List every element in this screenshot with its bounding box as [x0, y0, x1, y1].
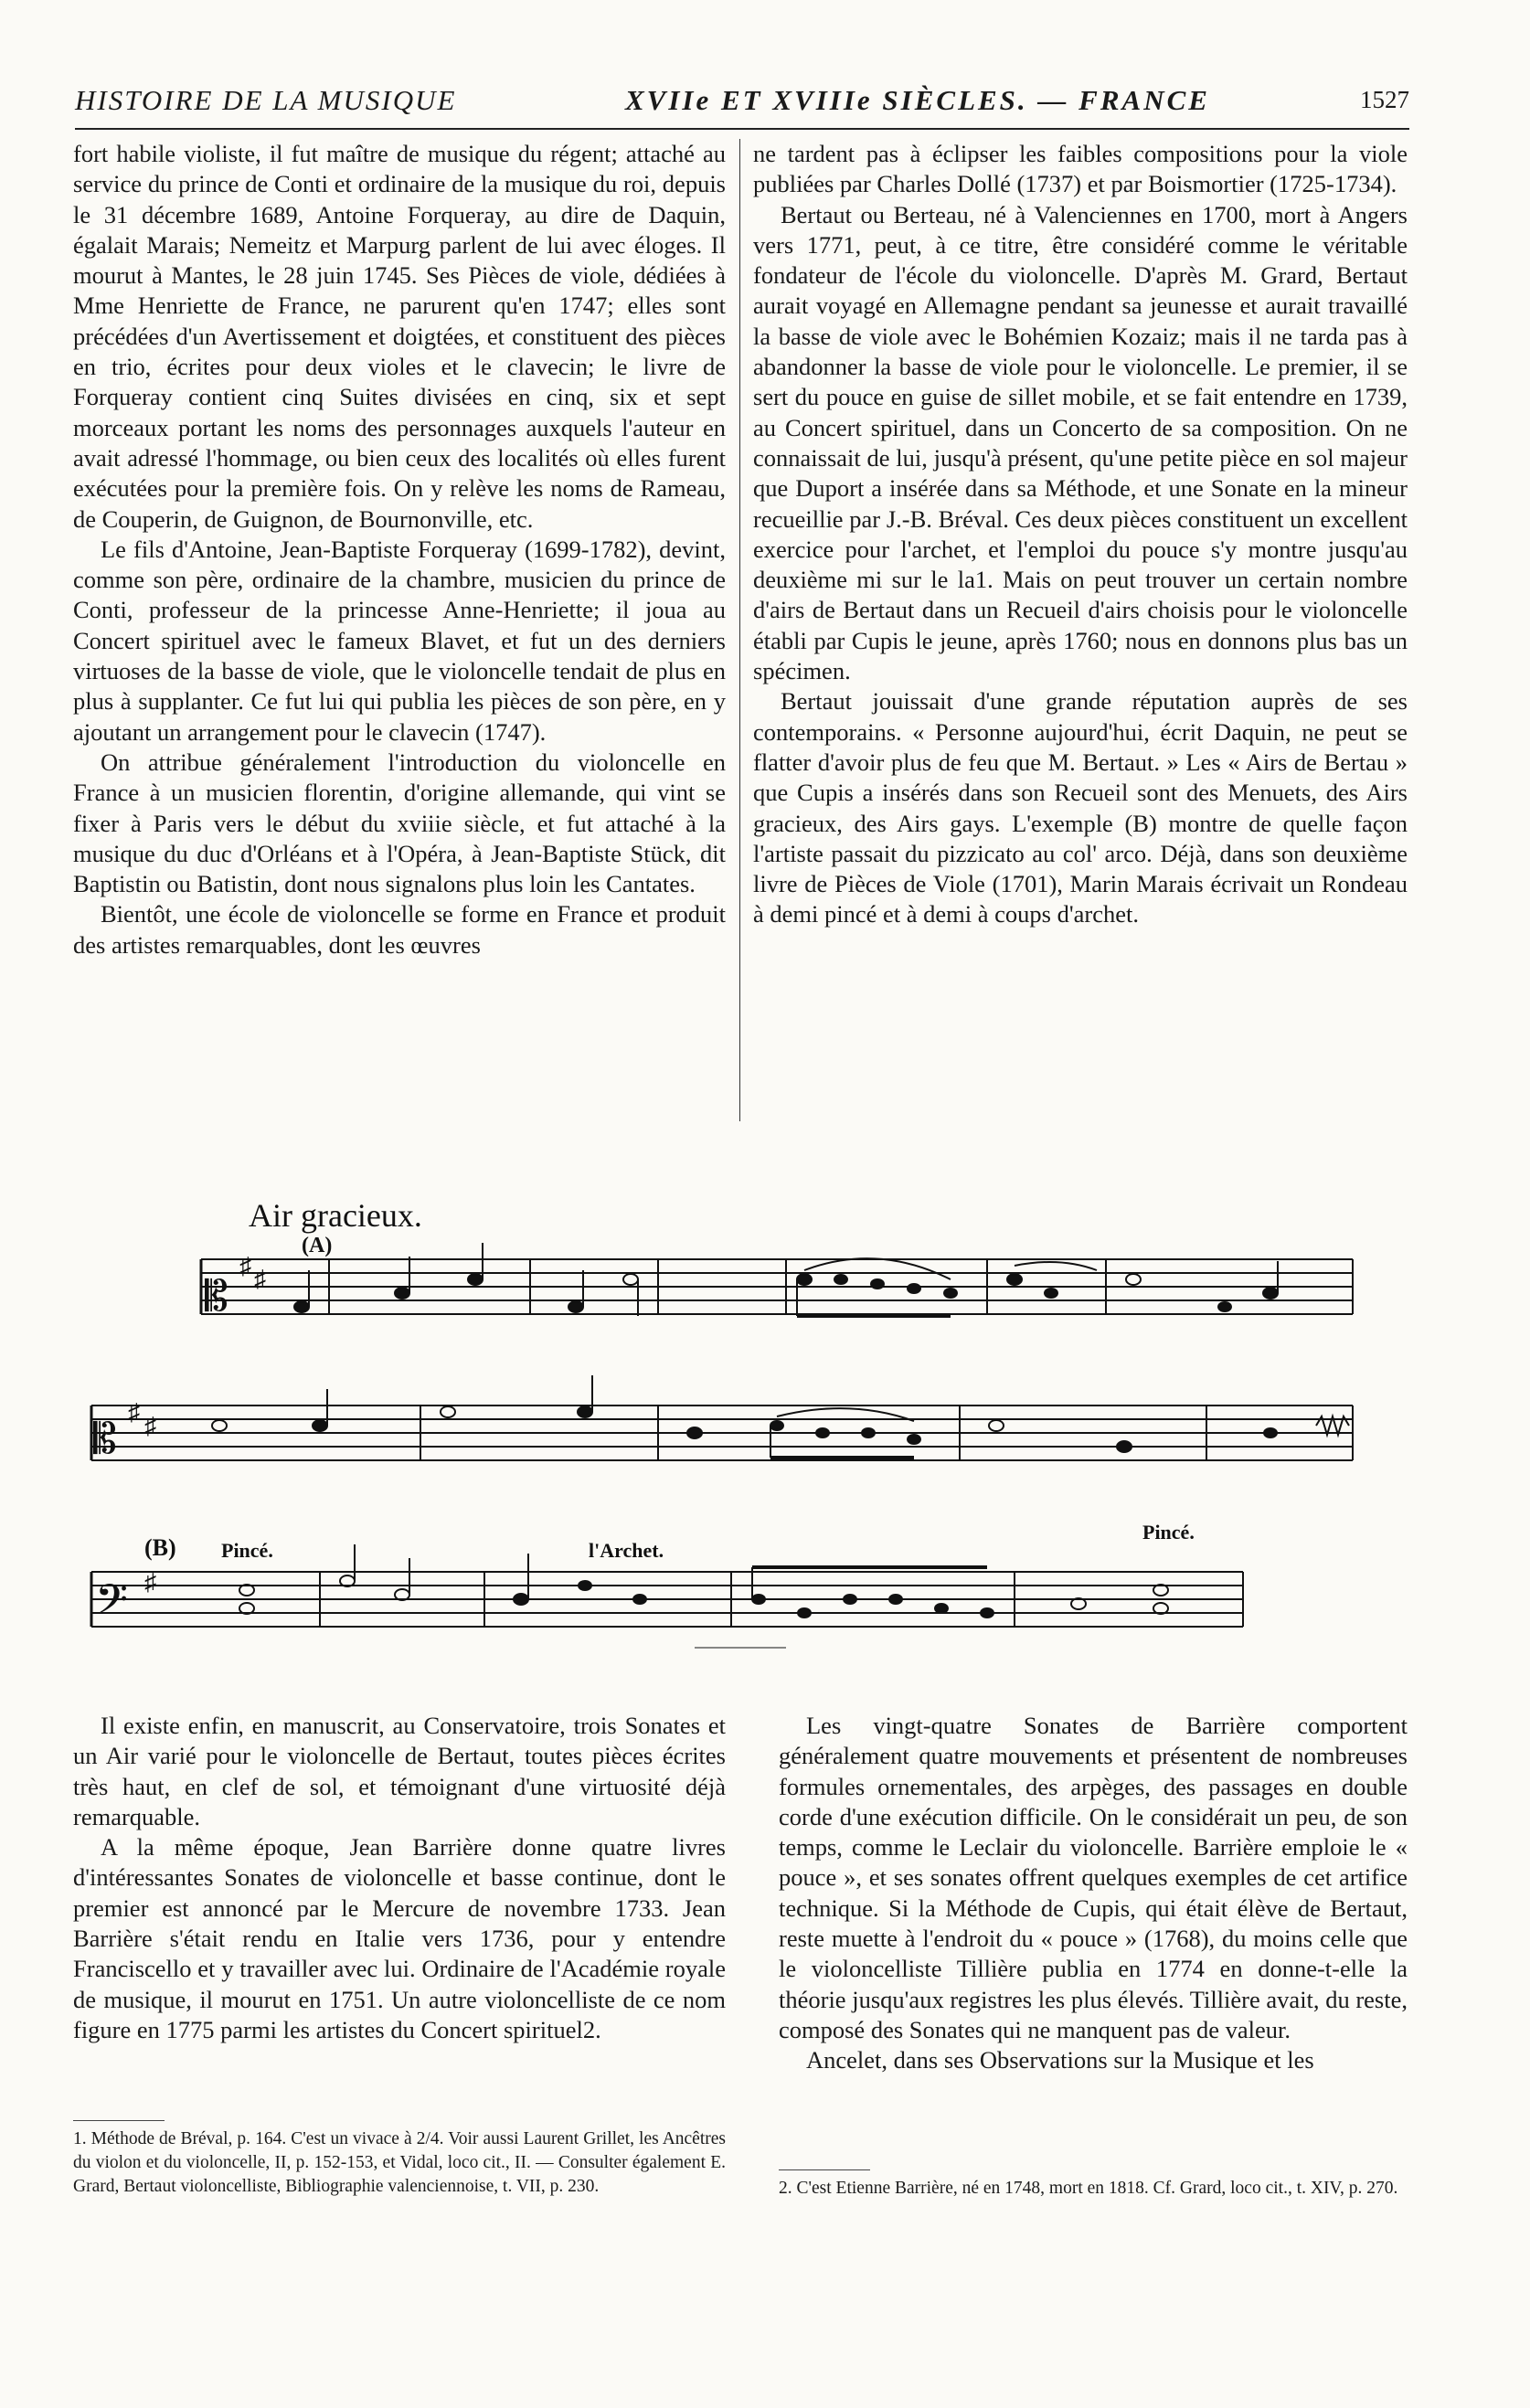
paragraph: Ancelet, dans ses Observations sur la Musique et les [806, 2046, 1314, 2074]
svg-text:♯: ♯ [254, 1266, 266, 1292]
text-column-top-right [753, 139, 1408, 930]
paragraph: fort habile violiste, il fut maître de musique du régent; attaché au service du prince de Conti et ordinaire de la musique du roi, depuis le 31 décembre 1689, Antoine Forqueray, au dire de Daquin, égalait Marais; Nemeitz et Marpurg parlent de lui avec éloges. Il mourut à Mantes, le 28 juin 1745. Ses Pièces de viole, dédiées à Mme Henriette de France, ne parurent qu'en 1747; elles sont précédées d'un Avertissement et doigtées, et constituent des pièces en trio, écrites pour deux violes et le clavecin; le livre de Forqueray contient cinq Suites divisées en cinq, six et sept morceaux portant les noms des personnages auxquels l'auteur en avait adressé l'hommage, ou bien ceux des localités où elles furent exécutées pour la première fois. On y relève les noms de Rameau, de Couperin, de Guignon, de Bournonville, etc. [73, 140, 726, 533]
staff-3 [91, 1572, 1243, 1627]
music-archet: l'Archet. [589, 1539, 664, 1562]
paragraph: On attribue généralement l'introduction du violoncelle en France à un musicien florentin, d'origine allemande, qui vint se fixer à Paris vers le début du xviiie siècle, et fut attaché à la musique du duc d'Orléans et à l'Opéra, à Jean-Baptiste Stück, dit Baptistin ou Batistin, dont nous signalons plus loin les Cantates. [73, 748, 726, 898]
paragraph: Bertaut ou Berteau, né à Valenciennes en 1700, mort à Angers vers 1771, peut, à ce titre, être considéré comme le véritable fondateur de l'école du violoncelle. D'après M. Grard, Bertaut aurait voyagé en Allemagne pendant sa jeunesse et aurait travaillé la basse de viole avec le Bohémien Kozaiz; mais il ne tarda pas à abandonner la basse de viole pour le violoncelle. Le premier, il se sert du pouce en guise de sillet mobile, et se fait entendre en 1739, au Concert spirituel, dans un Concerto de sa composition. On ne connaissait de lui, jusqu'à présent, qu'une petite pièce en sol majeur que Duport a insérée dans sa Méthode, et une Sonate en la mineur recueillie par J.-B. Bréval. Ces deux pièces constituent un excellent exercice pour l'archet, et l'emploi du pouce s'y montre jusqu'au deuxième mi sur le la1. Mais on peut trouver un certain nombre d'airs de Bertaut dans un Recueil d'airs choisis pour le violoncelle établi par Cupis le jeune, après 1760; nous en donnons plus bas un spécimen. [753, 200, 1408, 685]
music-label-a: (A) [302, 1234, 333, 1257]
text-column-bottom-left [73, 1711, 726, 2045]
paragraph: Le fils d'Antoine, Jean-Baptiste Forqueray (1699-1782), devint, comme son père, ordinaire de la chambre, musicien du prince de Conti, professeur de la princesse Anne-Henriette; il joua au Concert spirituel avec le fameux Blavet, et fut un des derniers virtuoses de la basse de viole, que le violoncelle tendait de plus en plus à supplanter. Ce fut lui qui publia les pièces de son père, en y ajoutant un arrangement pour le clavecin (1747). [73, 535, 726, 746]
svg-text:♯: ♯ [239, 1253, 251, 1279]
footnote-rule [779, 2169, 870, 2170]
music-title: Air gracieux. [249, 1197, 422, 1234]
music-label-b: (B) [144, 1534, 176, 1561]
footnote-2: 2. C'est Etienne Barrière, né en 1748, mort en 1818. Cf. Grard, loco cit., t. XIV, p. 270. [779, 2179, 1398, 2198]
paragraph: A la même époque, Jean Barrière donne quatre livres d'intéressantes Sonates de violoncelle et basse continue, dont le premier est annoncé par le Mercure de novembre 1733. Jean Barrière s'était rendu en Italie vers 1736, pour y entendre Franciscello et y travailler avec lui. Ordinaire de l'Académie royale de musique, il mourut en 1751. Un autre violoncelliste de ce nom figure en 1775 parmi les artistes du Concert spirituel2. [73, 1833, 726, 2043]
svg-text:♯: ♯ [144, 1413, 156, 1439]
footnote-rule [73, 2120, 165, 2121]
music-pince-2: Pincé. [1142, 1521, 1195, 1543]
header-subtitle: XVIIe ET XVIIIe SIÈCLES. — FRANCE [625, 84, 1210, 116]
svg-text:♯: ♯ [144, 1569, 156, 1596]
bass-clef: 𝄢 [95, 1577, 129, 1634]
paragraph: ne tardent pas à éclipser les faibles compositions pour la viole publiées par Charles Dollé (1737) et par Boismortier (1725-1734). [753, 140, 1408, 198]
text-column-bottom-right [779, 1711, 1408, 2076]
paragraph: Les vingt-quatre Sonates de Barrière comportent généralement quatre mouvements et présentent de nombreuses formules ornementales, des arpèges, des passages en double corde d'une exécution difficile. On le considérait un peu, de son temps, comme le Leclair du violoncelle. Barrière emploie le « pouce », et ses sonates offrent quelques exemples de cet artifice technique. Si la Méthode de Cupis, qui était élève de Bertaut, reste muette à l'endroit du « pouce » (1768), du moins celle que le violoncelliste Tillière publia en 1774 en donne-t-elle la théorie jusqu'aux registres les plus élevés. Tillière avait, du reste, composé des Sonates qui ne manquent pas de valeur. [779, 1712, 1408, 2043]
staff-1 [201, 1259, 1353, 1314]
page-number: 1527 [1360, 86, 1409, 113]
paragraph: Bertaut jouissait d'une grande réputation auprès de ses contemporains. « Personne aujourd'hui, écrit Daquin, ne peut se flatter d'avoir plus de feu que M. Bertaut. » Les « Airs de Bertau » que Cupis a insérés dans son Recueil sont des Menuets, des Airs gracieux, des Airs gays. L'exemple (B) montre de quelle façon l'artiste passait du pizzicato au col' arco. Déjà, dans son deuxième livre de Pièces de Viole (1701), Marin Marais écrivait un Rondeau à demi pincé et à demi à coups d'archet. [753, 687, 1408, 928]
paragraph: Il existe enfin, en manuscrit, au Conservatoire, trois Sonates et un Air varié pour le violoncelle de Bertaut, toutes pièces écrites très haut, en clef de sol, et témoignant d'une virtuosité déjà remarquable. [73, 1712, 726, 1830]
header-title: HISTOIRE DE LA MUSIQUE [75, 84, 457, 116]
clef-sign: 𝄡 [93, 1416, 117, 1462]
paragraph: Bientôt, une école de violoncelle se forme en France et produit des artistes remarquables, dont les œuvres [73, 900, 726, 959]
text-column-top-left [73, 139, 726, 960]
column-divider [739, 139, 740, 1121]
music-example [0, 1179, 1530, 1691]
footnote-1: 1. Méthode de Bréval, p. 164. C'est un vivace à 2/4. Voir aussi Laurent Grillet, les Ancêtres du violon et du violoncelle, II, p. 152-153, et Vidal, loco cit., II. — Consulter également E. Grard, Bertaut violoncelliste, Bibliographie valenciennoise, t. VII, p. 230. [73, 2129, 726, 2196]
running-header [75, 84, 1409, 130]
staff-2 [91, 1406, 1353, 1460]
svg-text:♯: ♯ [128, 1399, 140, 1426]
music-pince-1: Pincé. [221, 1539, 273, 1562]
clef-sign: 𝄡 [205, 1273, 228, 1320]
